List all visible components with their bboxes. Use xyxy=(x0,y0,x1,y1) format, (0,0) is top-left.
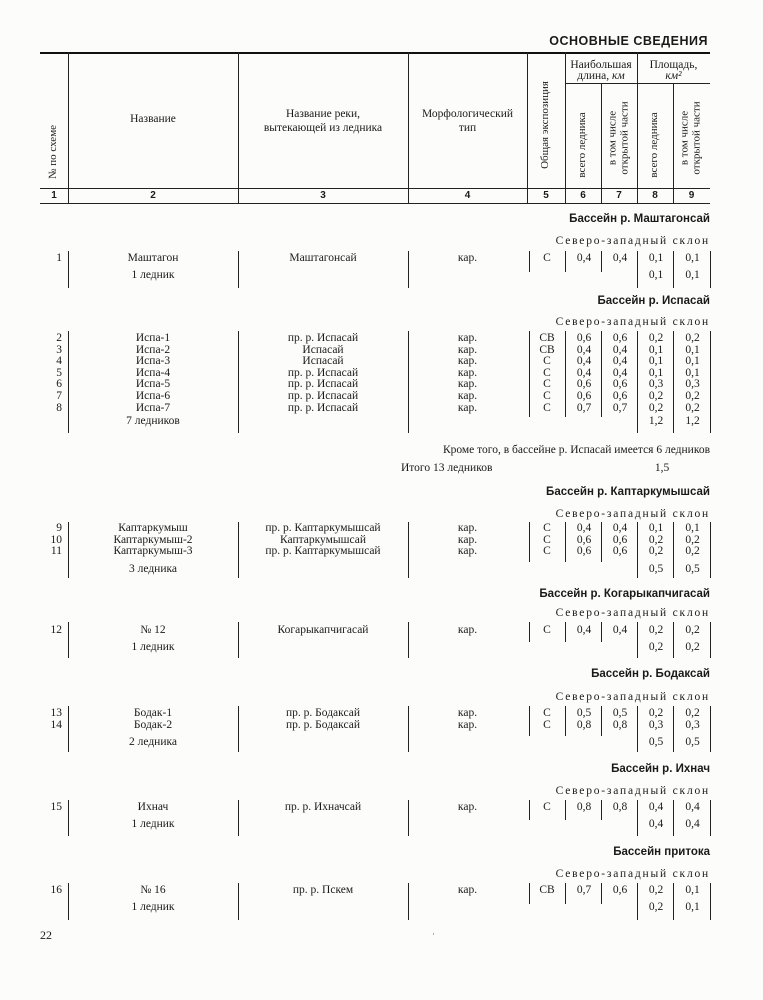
exposure: СВ xyxy=(539,884,555,896)
area-total: 0,2 xyxy=(648,545,664,558)
glacier-name: Испа-6 xyxy=(135,390,171,402)
exposure: С xyxy=(543,522,551,534)
open-label-1: в том числе xyxy=(606,110,619,166)
row-sep-name xyxy=(238,331,239,433)
row-sep-len-open xyxy=(637,883,638,920)
row-number: 5 xyxy=(56,366,62,379)
area-open-sum: 1,2 xyxy=(685,415,700,427)
row-sep-no xyxy=(68,331,69,433)
area-open: 0,2 xyxy=(685,624,700,636)
glacier-name: Каптаркумыш xyxy=(118,522,188,534)
basin-title: Бассейн р. Каптаркумышсай xyxy=(546,486,710,498)
river-name: Испасай xyxy=(302,343,344,356)
length-open: 0,8 xyxy=(612,801,628,813)
area-sum: 0,2 xyxy=(648,901,664,913)
print-speck: · xyxy=(432,929,435,939)
glacier-name: № 16 xyxy=(140,884,166,896)
morph-type: кар. xyxy=(457,366,478,379)
header-top-rule xyxy=(40,52,710,54)
row-sep-river xyxy=(408,706,409,752)
area-total: 0,1 xyxy=(648,252,664,264)
exposure: С xyxy=(543,533,551,546)
slope-label: Северо-западный склон xyxy=(555,316,710,328)
row-number: 2 xyxy=(56,332,62,344)
row-number: 11 xyxy=(50,545,62,558)
row-sep-river xyxy=(408,251,409,288)
length-total: 0,6 xyxy=(576,390,592,402)
basin-title: Бассейн р. Ихнач xyxy=(611,763,710,775)
row-sep-name xyxy=(238,622,239,658)
col-header-area-total: всего ледника xyxy=(648,112,661,178)
col-number: 4 xyxy=(464,190,471,201)
area-total: 0,2 xyxy=(648,624,664,636)
river-name: пр. р. Ихначсай xyxy=(284,801,362,813)
length-total: 0,4 xyxy=(576,355,592,368)
length-open: 0,7 xyxy=(612,401,628,414)
section-title: ОСНОВНЫЕ СВЕДЕНИЯ xyxy=(549,34,708,48)
river-name: пр. р. Пскем xyxy=(292,884,354,896)
col-number: 6 xyxy=(580,190,586,201)
length-total: 0,4 xyxy=(576,343,592,356)
morph-type: кар. xyxy=(457,401,478,414)
row-sep-exp xyxy=(565,883,566,904)
row-sep-exp xyxy=(565,706,566,736)
col-number: 8 xyxy=(652,190,658,201)
length-open: 0,6 xyxy=(612,884,628,896)
length-open: 0,8 xyxy=(612,718,628,731)
area-total: 0,2 xyxy=(648,707,664,719)
row-sep-len-open xyxy=(637,706,638,752)
glacier-count: 1 ледник xyxy=(131,818,175,830)
length-total: 0,4 xyxy=(576,366,592,379)
morph-type: кар. xyxy=(457,390,478,402)
row-sep-len xyxy=(601,883,602,904)
area-open: 0,1 xyxy=(685,252,700,264)
area-open-sum: 0,5 xyxy=(685,563,700,575)
col-number: 7 xyxy=(616,190,622,201)
exposure: С xyxy=(543,366,551,379)
row-number: 3 xyxy=(56,343,62,356)
col-header-length-1: Наибольшая xyxy=(570,59,632,71)
glacier-name: Испа-4 xyxy=(135,366,171,379)
row-sep-exp xyxy=(565,622,566,642)
col-line-1 xyxy=(68,52,69,203)
glacier-name: Испа-2 xyxy=(135,343,171,356)
river-name: пр. р. Каптаркумышсай xyxy=(265,522,381,534)
river-name: Маштагонсай xyxy=(289,252,357,264)
col-header-river: Название реки, вытекающей из ледника xyxy=(263,108,383,134)
row-sep-area xyxy=(673,883,674,920)
col-line-4 xyxy=(527,52,528,203)
length-open: 0,4 xyxy=(612,624,628,636)
row-number: 7 xyxy=(56,390,62,402)
area-open: 0,2 xyxy=(685,533,700,546)
row-sep-len xyxy=(601,522,602,562)
length-open: 0,6 xyxy=(612,533,628,546)
glacier-name: Ихнач xyxy=(137,801,169,813)
col-header-area-open xyxy=(679,101,702,174)
open-label-1b: в том числе xyxy=(678,110,691,166)
length-open: 0,4 xyxy=(612,366,628,379)
area-sum: 0,4 xyxy=(648,818,664,830)
row-sep-name xyxy=(238,522,239,578)
slope-label: Северо-западный склон xyxy=(555,508,710,520)
area-sum: 1,2 xyxy=(648,415,664,427)
area-open: 0,2 xyxy=(685,545,700,558)
row-sep-len xyxy=(601,800,602,820)
length-total: 0,8 xyxy=(576,718,592,731)
row-sep-name xyxy=(238,883,239,920)
row-sep-area xyxy=(673,622,674,658)
area-total: 0,1 xyxy=(648,355,664,368)
row-sep-len-open xyxy=(637,331,638,433)
slope-label: Северо-западный склон xyxy=(555,691,710,703)
area-open: 0,3 xyxy=(685,378,700,391)
row-sep-area xyxy=(673,331,674,433)
row-sep-no xyxy=(68,622,69,658)
river-name: пр. р. Бодаксай xyxy=(286,707,360,719)
area-open: 0,1 xyxy=(685,343,700,356)
river-name: пр. р. Испасай xyxy=(287,378,359,391)
slope-label: Северо-западный склон xyxy=(555,785,710,797)
row-number: 16 xyxy=(50,884,62,896)
area-open: 0,3 xyxy=(685,718,700,731)
row-sep-len xyxy=(601,706,602,736)
row-sep-len xyxy=(601,251,602,272)
glacier-count: 7 ледников xyxy=(126,415,180,427)
basin-note: Кроме того, в бассейне р. Испасай имеется 6 ледников xyxy=(442,444,710,456)
row-sep-area xyxy=(673,522,674,578)
row-sep-river xyxy=(408,800,409,836)
exposure: С xyxy=(543,707,551,719)
exposure: С xyxy=(543,390,551,402)
row-number: 15 xyxy=(50,801,62,813)
area-sum: 0,5 xyxy=(648,563,664,575)
length-open: 0,6 xyxy=(612,390,628,402)
area-total: 0,3 xyxy=(648,378,664,391)
basin-title: Бассейн притока xyxy=(613,846,710,858)
row-sep-river xyxy=(408,622,409,658)
area-total: 0,3 xyxy=(648,718,664,731)
grand-total-value: 1,5 xyxy=(654,462,670,474)
length-open: 0,4 xyxy=(612,522,628,534)
area-open: 0,1 xyxy=(685,366,700,379)
row-sep-len-open xyxy=(637,251,638,288)
exposure: С xyxy=(543,252,551,264)
area-open-sum: 0,2 xyxy=(685,641,700,653)
river-name: Каптаркумышсай xyxy=(279,533,367,546)
col-header-area-1: Площадь, xyxy=(649,59,698,71)
col-header-name: Название xyxy=(130,113,176,125)
area-open: 0,2 xyxy=(685,390,700,402)
river-name: пр. р. Испасай xyxy=(287,332,359,344)
area-open-sum: 0,4 xyxy=(685,818,700,830)
row-sep-name xyxy=(238,800,239,836)
col-number: 5 xyxy=(543,190,549,201)
row-sep-exp xyxy=(565,251,566,272)
row-number: 4 xyxy=(56,355,62,368)
length-total: 0,8 xyxy=(576,801,592,813)
col-number: 3 xyxy=(320,190,326,201)
row-sep-no xyxy=(68,706,69,752)
col-line-6 xyxy=(601,83,602,203)
glacier-count: 1 ледник xyxy=(131,641,175,653)
exposure: С xyxy=(543,718,551,731)
basin-title: Бассейн р. Когарыкапчигасай xyxy=(539,588,710,600)
length-total: 0,4 xyxy=(576,522,592,534)
area-total: 0,2 xyxy=(648,401,664,414)
morph-type: кар. xyxy=(457,343,478,356)
river-name: пр. р. Испасай xyxy=(287,366,359,379)
row-number: 13 xyxy=(50,707,62,719)
row-sep-area-open xyxy=(710,522,711,578)
area-sum: 0,2 xyxy=(648,641,664,653)
river-name: пр. р. Испасай xyxy=(287,390,359,402)
glacier-count: 1 ледник xyxy=(131,269,175,281)
area-total: 0,2 xyxy=(648,884,664,896)
header-bottom-rule xyxy=(40,203,710,204)
row-sep-name xyxy=(238,251,239,288)
river-name: пр. р. Бодаксай xyxy=(286,718,360,731)
area-open: 0,2 xyxy=(685,401,700,414)
row-sep-area-open xyxy=(710,706,711,752)
area-total: 0,1 xyxy=(648,366,664,379)
area-sum: 0,5 xyxy=(648,736,664,748)
row-sep-exp xyxy=(565,331,566,417)
length-open: 0,5 xyxy=(612,707,628,719)
glacier-name: № 12 xyxy=(140,624,166,636)
area-total: 0,2 xyxy=(648,533,664,546)
row-sep-no xyxy=(68,522,69,578)
glacier-name: Маштагон xyxy=(127,252,179,264)
area-open: 0,2 xyxy=(685,707,700,719)
col-header-len-total: всего ледника xyxy=(576,112,589,178)
row-sep-len xyxy=(601,331,602,417)
length-unit: км xyxy=(612,70,625,82)
area-total: 0,1 xyxy=(648,343,664,356)
glacier-name: Испа-1 xyxy=(135,332,171,344)
row-sep-area xyxy=(673,800,674,836)
row-sep-name xyxy=(238,706,239,752)
morph-type: кар. xyxy=(457,355,478,368)
river-name: Испасай xyxy=(302,355,344,368)
row-sep-area xyxy=(673,251,674,288)
length-total: 0,6 xyxy=(576,545,592,558)
page-number: 22 xyxy=(40,928,52,942)
morph-type: кар. xyxy=(457,332,478,344)
length-total: 0,6 xyxy=(576,332,592,344)
row-sep-area-open xyxy=(710,883,711,920)
length-label: длина, xyxy=(577,70,610,82)
exposure: С xyxy=(543,378,551,391)
exposure: С xyxy=(543,355,551,368)
col-header-len-open xyxy=(607,101,630,174)
col-line-2 xyxy=(238,52,239,203)
row-sep-river xyxy=(408,522,409,578)
row-sep-river xyxy=(408,883,409,920)
morph-type: кар. xyxy=(457,252,478,264)
exposure: С xyxy=(543,401,551,414)
glacier-count: 2 ледника xyxy=(129,736,177,748)
length-total: 0,4 xyxy=(576,252,592,264)
col-number: 9 xyxy=(688,190,695,201)
length-open: 0,6 xyxy=(612,545,628,558)
row-number: 12 xyxy=(50,624,62,636)
length-total: 0,7 xyxy=(576,884,592,896)
morph-type: кар. xyxy=(457,884,478,896)
row-number: 14 xyxy=(50,718,62,731)
glacier-name: Бодак-2 xyxy=(133,718,173,731)
row-number: 8 xyxy=(56,401,62,414)
row-sep-len-open xyxy=(637,622,638,658)
slope-label: Северо-западный склон xyxy=(555,868,710,880)
area-total: 0,1 xyxy=(648,522,664,534)
area-total: 0,2 xyxy=(648,332,664,344)
row-sep-no xyxy=(68,251,69,288)
area-open-sum: 0,1 xyxy=(685,269,700,281)
morph-type: кар. xyxy=(457,533,478,546)
morph-type: кар. xyxy=(457,545,478,558)
glacier-count: 3 ледника xyxy=(129,563,177,575)
glacier-name: Испа-5 xyxy=(135,378,171,391)
open-label-2: открытой части xyxy=(618,101,630,175)
exposure: СВ xyxy=(539,332,555,344)
area-open: 0,2 xyxy=(685,332,700,344)
row-sep-river xyxy=(408,331,409,433)
area-total: 0,4 xyxy=(648,801,664,813)
slope-label: Северо-западный склон xyxy=(555,235,710,247)
header-divider xyxy=(40,188,710,189)
area-total: 0,2 xyxy=(648,390,664,402)
area-open: 0,1 xyxy=(685,522,700,534)
row-sep-no xyxy=(68,800,69,836)
col-header-area-unit: км² xyxy=(665,70,682,82)
length-open: 0,4 xyxy=(612,252,628,264)
glacier-name: Испа-7 xyxy=(135,401,171,414)
glacier-name: Испа-3 xyxy=(135,355,171,368)
area-open: 0,4 xyxy=(685,801,700,813)
col-number: 1 xyxy=(51,190,57,201)
exposure: СВ xyxy=(539,343,555,356)
length-open: 0,4 xyxy=(612,355,628,368)
morph-type: кар. xyxy=(457,378,478,391)
row-sep-len xyxy=(601,622,602,642)
length-total: 0,6 xyxy=(576,533,592,546)
exposure: С xyxy=(543,545,551,558)
length-total: 0,5 xyxy=(576,707,592,719)
col-header-morph: Морфологический тип xyxy=(421,108,514,134)
row-number: 1 xyxy=(56,252,62,264)
morph-type: кар. xyxy=(457,522,478,534)
row-sep-area-open xyxy=(710,251,711,288)
row-sep-area-open xyxy=(710,622,711,658)
length-open: 0,4 xyxy=(612,343,628,356)
river-name: пр. р. Каптаркумышсай xyxy=(265,545,381,558)
area-open-sum: 0,1 xyxy=(685,901,700,913)
col-line-8 xyxy=(673,83,674,203)
area-open: 0,1 xyxy=(685,355,700,368)
grand-total-label: Итого 13 ледников xyxy=(401,462,493,474)
row-number: 9 xyxy=(56,522,62,534)
col-header-length-2 xyxy=(565,71,637,83)
col-header-exposure: Общая экспозиция xyxy=(539,81,552,169)
basin-title: Бассейн р. Испасай xyxy=(597,295,710,307)
morph-type: кар. xyxy=(457,718,478,731)
glacier-count: 1 ледник xyxy=(131,901,175,913)
length-total: 0,7 xyxy=(576,401,592,414)
row-sep-area xyxy=(673,706,674,752)
area-sum: 0,1 xyxy=(648,269,664,281)
length-open: 0,6 xyxy=(612,378,628,391)
area-open-sum: 0,5 xyxy=(685,736,700,748)
row-sep-len-open xyxy=(637,800,638,836)
glacier-name: Каптаркумыш-2 xyxy=(113,533,193,546)
open-label-2b: открытой части xyxy=(690,101,702,175)
row-sep-exp xyxy=(565,522,566,562)
river-name: Когарыкапчигасай xyxy=(277,624,369,636)
col-header-no: № по схеме xyxy=(47,124,60,180)
row-number: 6 xyxy=(56,378,62,391)
row-sep-area-open xyxy=(710,331,711,433)
row-sep-no xyxy=(68,883,69,920)
slope-label: Северо-западный склон xyxy=(555,607,710,619)
row-sep-len-open xyxy=(637,522,638,578)
row-number: 10 xyxy=(50,533,62,546)
length-total: 0,4 xyxy=(576,624,592,636)
area-open: 0,1 xyxy=(685,884,700,896)
length-open: 0,6 xyxy=(612,332,628,344)
morph-type: кар. xyxy=(457,707,478,719)
glacier-name: Бодак-1 xyxy=(133,707,173,719)
glacier-name: Каптаркумыш-3 xyxy=(113,545,193,558)
row-sep-area-open xyxy=(710,800,711,836)
length-total: 0,6 xyxy=(576,378,592,391)
row-sep-exp xyxy=(565,800,566,820)
exposure: С xyxy=(543,624,551,636)
morph-type: кар. xyxy=(457,801,478,813)
morph-type: кар. xyxy=(457,624,478,636)
col-line-3 xyxy=(408,52,409,203)
exposure: С xyxy=(543,801,551,813)
basin-title: Бассейн р. Бодаксай xyxy=(591,668,710,680)
col-number: 2 xyxy=(150,190,156,201)
basin-title: Бассейн р. Маштагонсай xyxy=(569,213,710,225)
river-name: пр. р. Испасай xyxy=(287,401,359,414)
